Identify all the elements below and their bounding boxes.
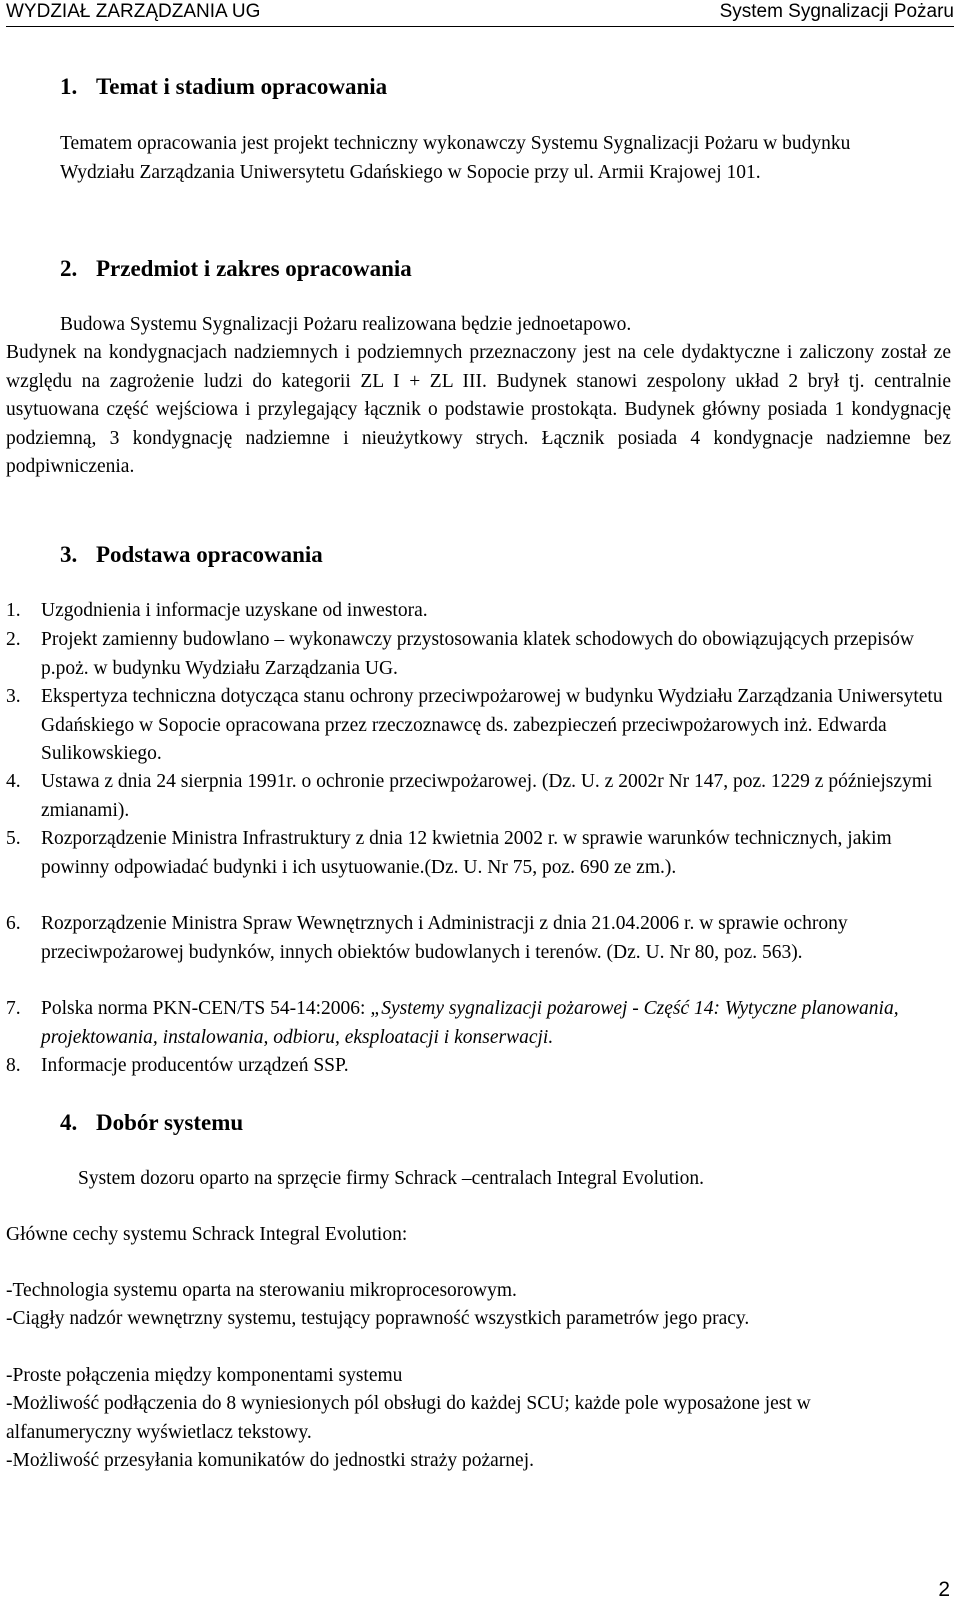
section-1-number: 1. xyxy=(60,74,78,99)
list-item-number: 6. xyxy=(6,913,21,934)
page-header xyxy=(6,0,954,27)
list-item xyxy=(6,1052,951,1081)
header-document-title: System Sygnalizacji Pożaru xyxy=(719,1,954,22)
list-item-text: Informacje producentów urządzeń SSP. xyxy=(41,1055,349,1076)
feature-item: -Możliwość podłączenia do 8 wyniesionych pól obsługi do każdej SCU; każde pole wyposażone jest w alfanumeryczny wyświetlacz tekstowy. xyxy=(6,1393,811,1443)
feature-item: -Technologia systemu oparta na sterowaniu mikroprocesorowym. xyxy=(6,1280,517,1301)
list-item-number: 1. xyxy=(6,600,21,621)
list-item-number: 2. xyxy=(6,629,21,650)
section-2-text: Budynek na kondygnacjach nadziemnych i podziemnych przeznaczony jest na cele dydaktyczne i zaliczony został ze względu na zagrożenie ludzi do kategorii ZL I + ZL III. Budynek stanowi zespolony układ 2 brył tj. centralnie usytuowana część wejściowa i przylegający łącznik o podstawie prostokąta. Budynek główny posiada 1 kondygnację podziemną, 3 kondygnację nadziemne i nieużytkowy strych. Łącznik posiada 4 kondygnacje nadziemne bez podpiwniczenia. xyxy=(6,342,951,477)
page-number: 2 xyxy=(938,1578,950,1601)
feature-item: -Możliwość przesyłania komunikatów do jednostki straży pożarnej. xyxy=(6,1450,534,1471)
section-2-number: 2. xyxy=(60,256,78,281)
list-item-text: Uzgodnienia i informacje uzyskane od inwestora. xyxy=(41,600,428,621)
section-3-number: 3. xyxy=(60,542,78,567)
section-4-number: 4. xyxy=(60,1110,78,1135)
list-item-number: 4. xyxy=(6,771,21,792)
section-3-heading xyxy=(60,541,323,569)
list-item xyxy=(6,825,951,882)
section-1-heading xyxy=(60,73,387,101)
list-item-number: 8. xyxy=(6,1055,21,1076)
section-4-heading xyxy=(60,1109,243,1137)
section-2-title: Przedmiot i zakres opracowania xyxy=(96,256,412,281)
list-item-text: Rozporządzenie Ministra Spraw Wewnętrznych i Administracji z dnia 21.04.2006 r. w sprawie ochrony przeciwpożarowej budynków, innych obiektów budowlanych i terenów. (Dz. U. Nr 80, poz. 563). xyxy=(41,913,848,963)
list-item-number: 5. xyxy=(6,828,21,849)
list-item-number: 7. xyxy=(6,998,21,1019)
section-2-heading xyxy=(60,255,412,283)
list-item-text: Ustawa z dnia 24 sierpnia 1991r. o ochronie przeciwpożarowej. (Dz. U. z 2002r Nr 147, poz. 1229 z późniejszymi zmianami). xyxy=(41,771,933,821)
section-2-intro: Budowa Systemu Sygnalizacji Pożaru realizowana będzie jednoetapowo. xyxy=(60,314,632,335)
section-1-text: Tematem opracowania jest projekt techniczny wykonawczy Systemu Sygnalizacji Pożaru w budynku Wydziału Zarządzania Uniwersytetu Gdańskiego w Sopocie przy ul. Armii Krajowej 101. xyxy=(60,133,851,183)
list-item-text-italic: „Systemy sygnalizacji pożarowej - Część 14: Wytyczne planowania, projektowania, instalowania, odbioru, eksploatacji i konserwacji. xyxy=(41,998,899,1048)
section-1-title: Temat i stadium opracowania xyxy=(96,74,388,99)
list-item-text-plain: Polska norma PKN-CEN/TS 54-14:2006: xyxy=(41,998,371,1019)
section-4-intro: System dozoru oparto na sprzęcie firmy Schrack –centralach Integral Evolution. xyxy=(78,1168,704,1189)
list-item-text xyxy=(41,995,951,1052)
feature-item: -Ciągły nadzór wewnętrzny systemu, testujący poprawność wszystkich parametrów jego pracy. xyxy=(6,1308,750,1329)
list-item xyxy=(6,768,951,825)
header-faculty: WYDZIAŁ ZARZĄDZANIA UG xyxy=(6,1,261,22)
list-item xyxy=(6,597,951,626)
list-item xyxy=(6,626,951,683)
features-title: Główne cechy systemu Schrack Integral Evolution: xyxy=(6,1224,408,1245)
list-item xyxy=(6,995,951,1052)
feature-item: -Proste połączenia między komponentami systemu xyxy=(6,1365,403,1386)
list-item xyxy=(6,683,951,769)
section-4-title: Dobór systemu xyxy=(96,1110,244,1135)
list-item-number: 3. xyxy=(6,686,21,707)
section-3-title: Podstawa opracowania xyxy=(96,542,323,567)
list-item xyxy=(6,910,951,967)
list-item-text: Rozporządzenie Ministra Infrastruktury z dnia 12 kwietnia 2002 r. w sprawie warunków technicznych, jakim powinny odpowiadać budynki i ich usytuowanie.(Dz. U. Nr 75, poz. 690 ze zm.). xyxy=(41,828,892,878)
list-item-text: Projekt zamienny budowlano – wykonawczy przystosowania klatek schodowych do obowiązujących przepisów p.poż. w budynku Wydziału Zarządzania UG. xyxy=(41,629,914,679)
list-item-text: Ekspertyza techniczna dotycząca stanu ochrony przeciwpożarowej w budynku Wydziału Zarządzania Uniwersytetu Gdańskiego w Sopocie opracowana przez rzeczoznawcę ds. zabezpieczeń przeciwpożarowych inż. Edwarda Sulikowskiego. xyxy=(41,686,943,764)
